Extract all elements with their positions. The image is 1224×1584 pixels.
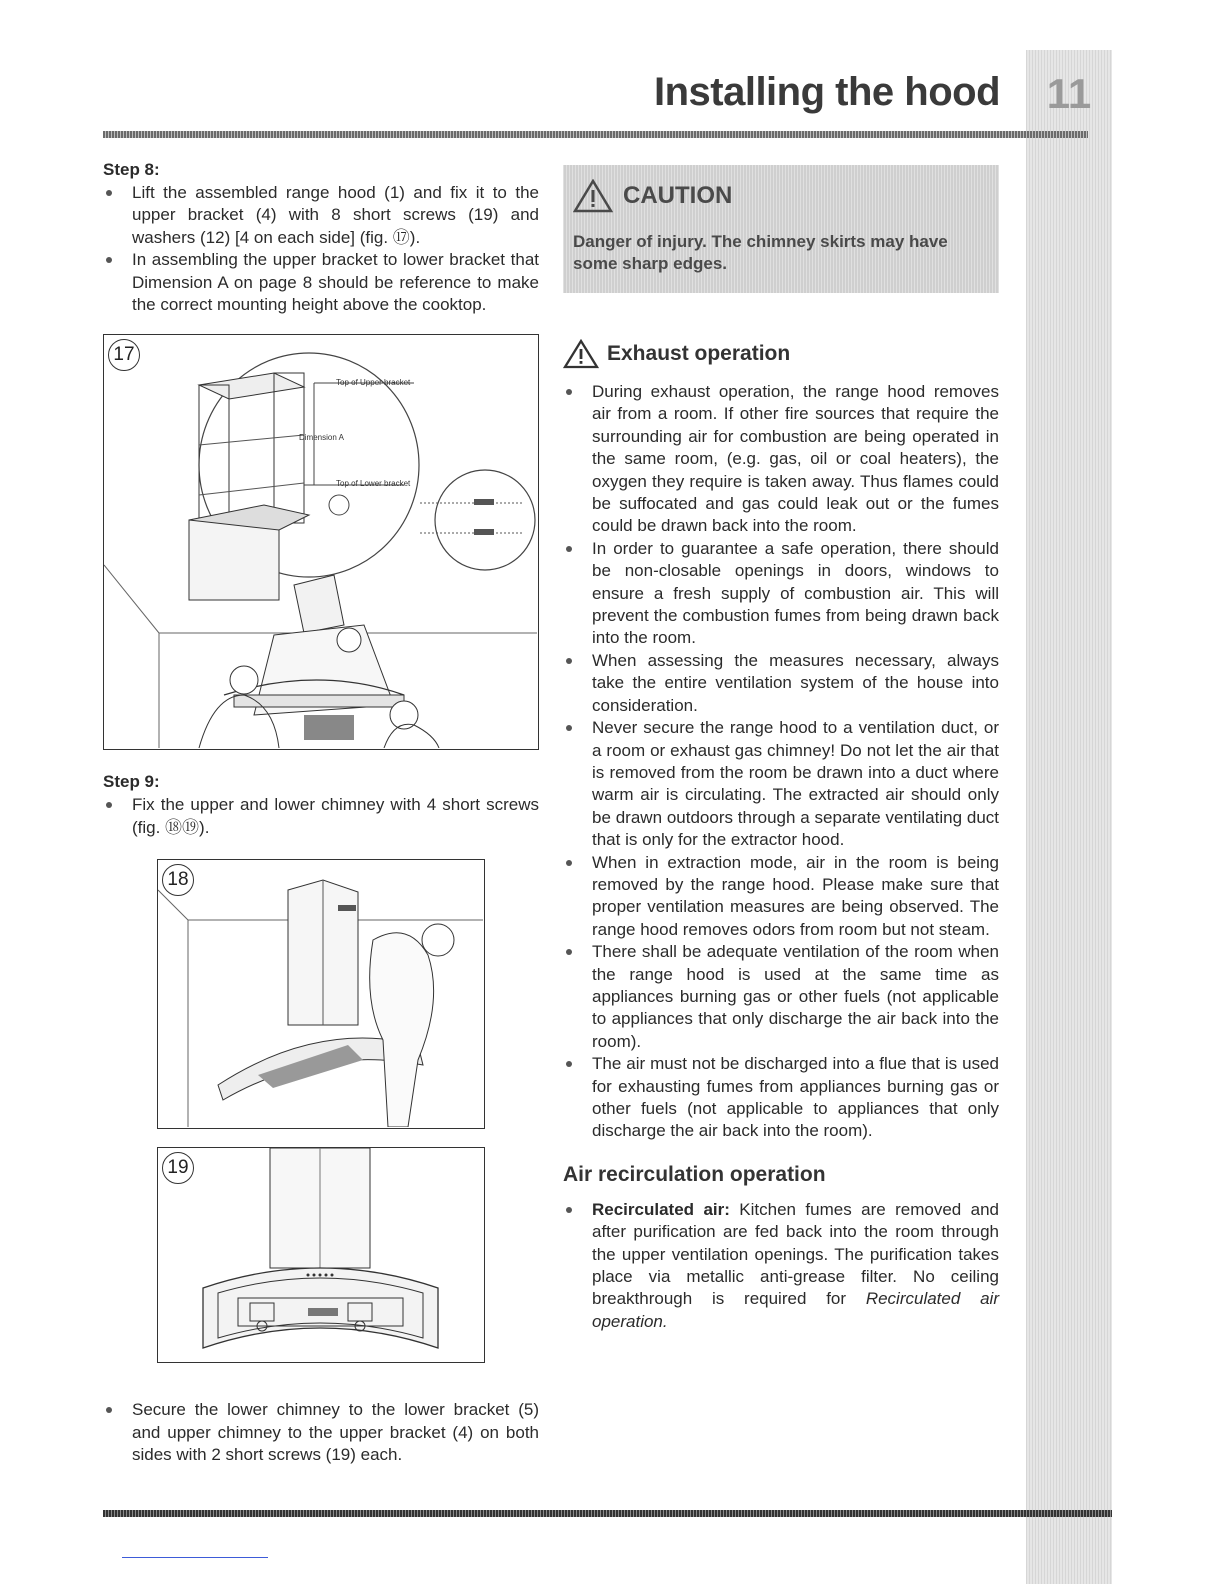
exhaust-heading: Exhaust operation <box>607 342 791 365</box>
figure-19 <box>157 1147 485 1363</box>
exhaust-bullet-7: The air must not be discharged into a flue that is used for exhausting fumes from appliances burning gas or other fuels (not applicable to appliances that only discharge the air back into the room). <box>563 1053 999 1143</box>
step9-bullet-1: Fix the upper and lower chimney with 4 short screws (fig. ⑱⑲). <box>103 794 539 839</box>
caution-text: Danger of injury. The chimney skirts may have some sharp edges. <box>573 232 948 273</box>
step8-bullet-1: Lift the assembled range hood (1) and fix it to the upper bracket (4) with 8 short screws (19) and washers (12) [4 on each side] (fig. ⑰). <box>103 182 539 249</box>
recirc-text: Kitchen fumes are removed and after purification are fed back into the room through the upper ventilation openings. The purification takes place via metallic anti-grease filter. No ceiling breakthrough is required for <box>592 1199 999 1309</box>
figure-19-drawing <box>158 1148 483 1361</box>
recirc-heading: Air recirculation operation <box>563 1162 826 1186</box>
label-top-upper-bracket: Top of Upper bracket <box>336 378 411 388</box>
figure-18 <box>157 859 485 1129</box>
right-column <box>563 165 999 1333</box>
footer-link-underline <box>122 1557 268 1558</box>
step8-bullet-2: In assembling the upper bracket to lower bracket that Dimension A on page 8 should be reference to make the correct mounting height above the cooktop. <box>103 249 539 316</box>
exhaust-bullet-1: During exhaust operation, the range hood removes air from a room. If other fire sources that require the surrounding air for combustion are being operated in the same room, (e.g. gas, oil or coal heaters), the oxygen they require is taken away. Thus flames could be suffocated and gas could leak out or the fumes could be drawn back into the room. <box>563 381 999 538</box>
step9-list <box>103 794 539 839</box>
exhaust-bullet-3: When assessing the measures necessary, always take the entire ventilation system of the house into consideration. <box>563 650 999 717</box>
figure-17-number: 17 <box>108 339 140 371</box>
top-rule <box>103 131 1088 138</box>
figure-18-drawing <box>158 860 483 1127</box>
warning-icon <box>563 339 599 369</box>
exhaust-bullet-4: Never secure the range hood to a ventilation duct, or a room or exhaust gas chimney! Do not let the air that is removed from the room be drawn into a duct where warm air is circulating. The extracted air should only be drawn outdoors through a separate ventilating duct that is only for the extractor hood. <box>563 717 999 851</box>
left-column <box>103 160 539 1466</box>
exhaust-bullet-5: When in extraction mode, air in the room is being removed by the range hood. Please make sure that proper ventilation measures are being observed. The range hood removes odors from room but not steam. <box>563 852 999 942</box>
recirc-bullet <box>563 1199 999 1333</box>
caution-title-row <box>573 179 985 213</box>
figure-19-number: 19 <box>162 1152 194 1184</box>
caution-title: CAUTION <box>623 182 733 209</box>
label-dimension-a: Dimension A <box>299 433 344 443</box>
recirc-italic: Recirculated air operation. <box>592 1289 999 1331</box>
page-number: 11 <box>1046 70 1092 117</box>
exhaust-list <box>563 381 999 1143</box>
page-title: Installing the hood <box>653 70 1000 114</box>
warning-icon <box>573 179 613 213</box>
final-bullet: Secure the lower chimney to the lower bracket (5) and upper chimney to the upper bracket (4) on both sides with 2 short screws (19) each. <box>103 1399 539 1466</box>
step8-heading: Step 8: <box>103 160 160 179</box>
bottom-rule <box>103 1510 1112 1517</box>
recirc-lead: Recirculated air: <box>592 1199 730 1219</box>
side-band <box>1026 50 1112 1584</box>
exhaust-bullet-2: In order to guarantee a safe operation, there should be non-closable openings in doors, windows to ensure a fresh supply of combustion air. This will prevent the combustion fumes from being drawn back into the room. <box>563 538 999 650</box>
figure-17-drawing <box>104 335 537 748</box>
recirc-list <box>563 1199 999 1333</box>
step9-heading: Step 9: <box>103 772 160 792</box>
final-list <box>103 1399 539 1466</box>
label-top-lower-bracket: Top of Lower bracket <box>336 479 411 489</box>
step8-list <box>103 182 539 316</box>
figure-17 <box>103 334 539 750</box>
caution-box <box>563 165 999 293</box>
figure-18-number: 18 <box>162 864 194 896</box>
exhaust-bullet-6: There shall be adequate ventilation of the room when the range hood is used at the same time as appliances burning gas or other fuels (not applicable to appliances that only discharge the air back into the room). <box>563 941 999 1053</box>
exhaust-heading-row <box>563 339 999 369</box>
